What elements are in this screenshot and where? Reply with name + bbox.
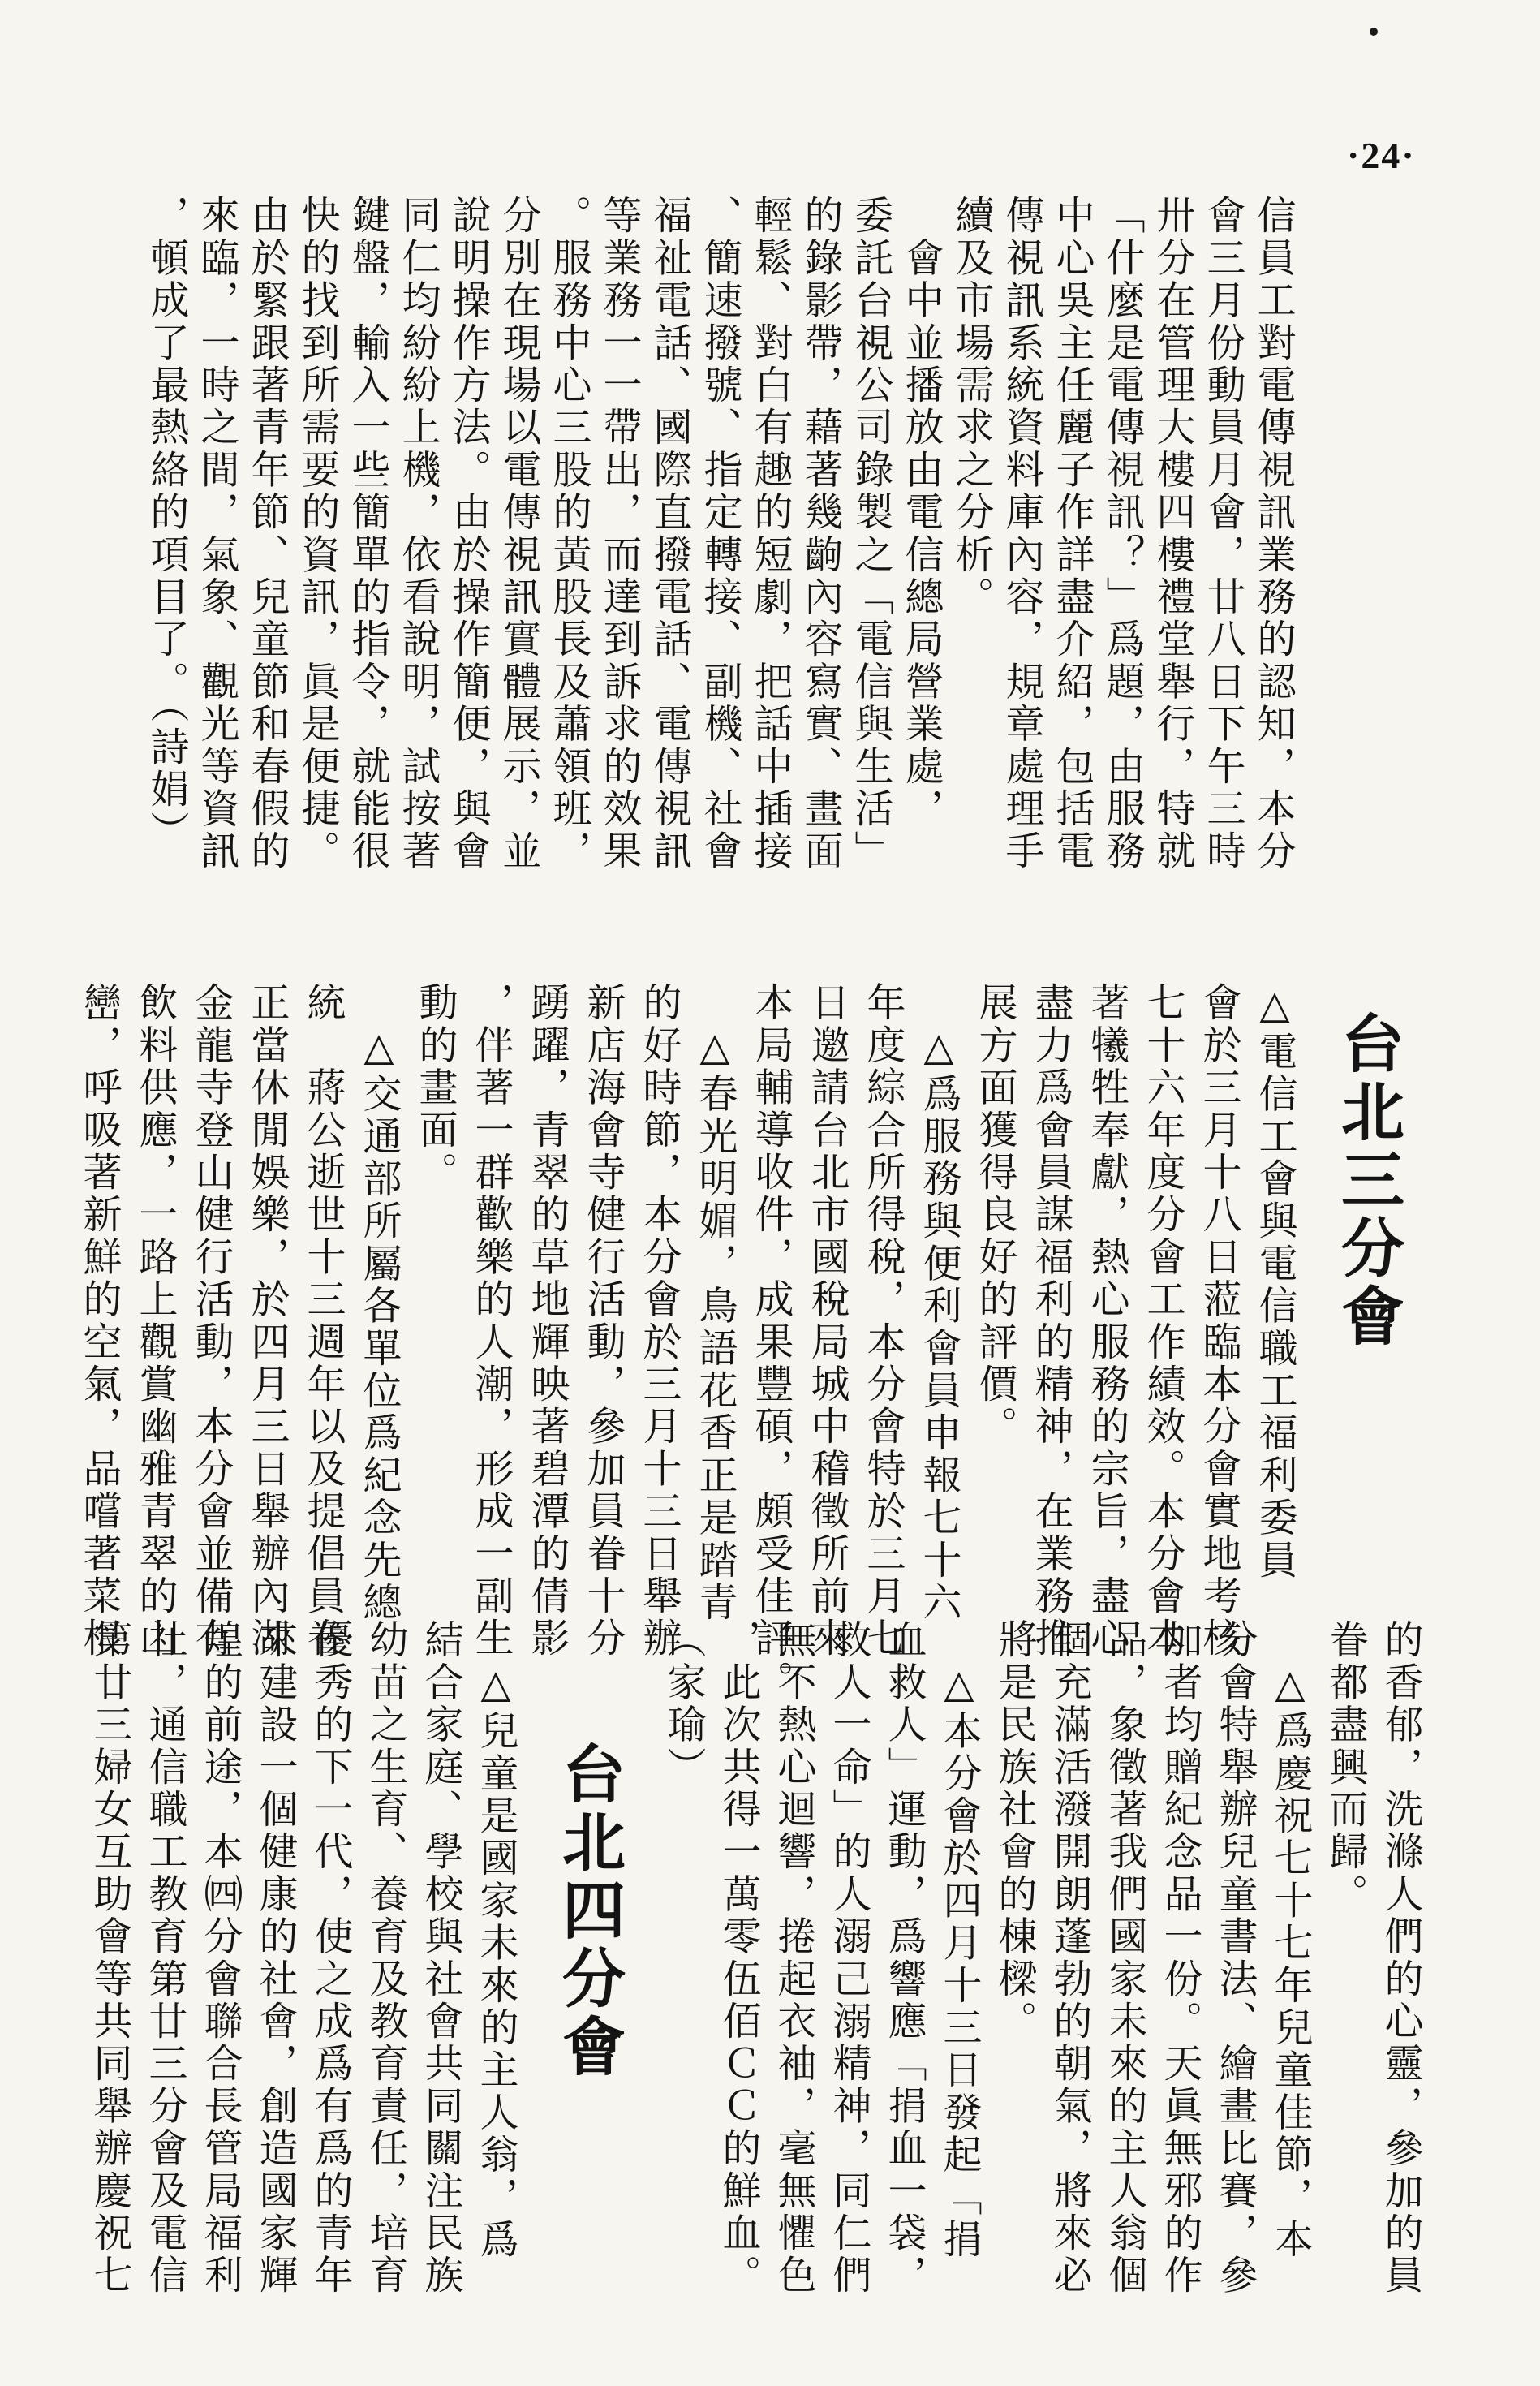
- taipei-3-text-column: 七十六年度分會工作績效。本分會本: [1140, 982, 1185, 1660]
- taipei-3-text-column: ，伴著一群歡樂的人潮，形成一副生: [468, 982, 514, 1660]
- upper-text-column: 由於緊跟著青年節、兒童節和春假的: [244, 195, 290, 873]
- taipei-4-text-column: 結合家庭、學校與社會共同關注民族: [418, 1619, 463, 2298]
- continuation-text-column: △本分會於四月十三日發起「捐: [936, 1619, 982, 2261]
- continuation-text-column: 無不熱心迴響，捲起衣袖，毫無懼色: [771, 1619, 816, 2298]
- taipei-3-branch-heading: 台北三分會: [1331, 1010, 1404, 1351]
- taipei-3-text-column: △交通部所屬各單位爲紀念先總: [356, 982, 402, 1624]
- upper-text-column: 中心吳主任麗子作詳盡介紹，包括電: [1049, 195, 1095, 873]
- taipei-3-text-column: 統 蔣公逝世十三週年以及提倡員眷: [300, 982, 346, 1660]
- taipei-3-text-column: 動的畫面。: [412, 982, 458, 1194]
- taipei-4-text-column: 社，通信職工教育第廿三分會及電信: [142, 1619, 187, 2298]
- upper-text-column: 的錄影帶，藉著幾齣內容寫實、畫面: [798, 195, 843, 873]
- taipei-3-text-column: 的好時節，本分會於三月十三日舉辦: [636, 982, 682, 1660]
- taipei-4-text-column: 優秀的下一代，使之成爲有爲的青年: [308, 1619, 353, 2298]
- taipei-3-text-column: △爲服務與便利會員申報七十六: [916, 982, 961, 1624]
- upper-text-column: 說明操作方法。由於操作簡便，與會: [445, 195, 491, 873]
- continuation-text-column: ，此次共得一萬零伍佰ＣＣ的鮮血。: [716, 1619, 761, 2298]
- continuation-text-column: 品，象徵著我們國家未來的主人翁個: [1102, 1619, 1147, 2298]
- taipei-3-text-column: 飲料供應，一路上觀賞幽雅青翠的山: [132, 982, 178, 1660]
- continuation-text-column: 眷都盡興而歸。: [1323, 1619, 1368, 1916]
- taipei-4-text-column: △兒童是國家未來的主人翁，爲: [473, 1619, 518, 2261]
- corner-dot: [1370, 28, 1378, 36]
- taipei-4-text-column: 第廿三婦女互助會等共同舉辦慶祝七: [87, 1619, 132, 2298]
- continuation-text-column: △爲慶祝七十七年兒童佳節，本: [1267, 1619, 1313, 2261]
- upper-text-column: 鍵盤，輸入一些簡單的指令，就能很: [345, 195, 390, 873]
- taipei-4-text-column: 煌的前途，本㈣分會聯合長管局福利: [197, 1619, 243, 2298]
- taipei-3-text-column: 著犧牲奉獻，熱心服務的宗旨，盡心: [1084, 982, 1129, 1660]
- continuation-text-column: 將是民族社會的棟樑。: [992, 1619, 1037, 2043]
- upper-text-column: ，頓成了最熱絡的項目了。（詩娟）: [144, 195, 189, 854]
- taipei-3-text-column: 本局輔導收件，成果豐碩，頗受佳評。: [748, 982, 794, 1703]
- taipei-4-text-column: 幼苗之生育、養育及教育責任，培育: [363, 1619, 408, 2298]
- upper-text-column: 會三月份動員月會，廿八日下午三時: [1200, 195, 1245, 873]
- taipei-3-text-column: 日邀請台北市國稅局城中稽徵所前來: [804, 982, 850, 1660]
- upper-text-column: 福祉電話、國際直撥電話、電傳視訊: [647, 195, 692, 873]
- continuation-text-column: 分會特舉辦兒童書法、繪畫比賽，參: [1212, 1619, 1258, 2298]
- upper-text-column: 輕鬆、對白有趣的短劇，把話中插接: [747, 195, 793, 873]
- upper-text-column: 續及市場需求之分析。: [949, 195, 994, 618]
- upper-text-column: 信員工對電傳視訊業務的認知，本分: [1250, 195, 1296, 873]
- continuation-text-column: （家瑜）: [660, 1619, 706, 1789]
- upper-text-column: 等業務一一帶出，而達到訴求的效果: [596, 195, 642, 873]
- upper-text-column: 同仁均紛紛上機，依看說明，試按著: [395, 195, 441, 873]
- taipei-3-text-column: 正當休閒娛樂，於四月三日舉辦內湖: [244, 982, 290, 1660]
- taipei-3-text-column: 盡力爲會員謀福利的精神，在業務推: [1028, 982, 1073, 1660]
- upper-article-body: [122, 195, 1298, 1039]
- upper-text-column: 。服務中心三股的黃股長及蕭領班，: [546, 195, 591, 873]
- taipei-3-text-column: 金龍寺登山健行活動，本分會並備有: [188, 982, 234, 1660]
- taipei-3-text-column: △春光明媚，鳥語花香正是踏青: [692, 982, 738, 1624]
- continuation-text-column: 個充滿活潑開朗蓬勃的朝氣，將來必: [1047, 1619, 1092, 2298]
- taipei-4-text-column: 來建設一個健康的社會，創造國家輝: [252, 1619, 298, 2298]
- taipei-4-branch-body: [69, 1619, 523, 2349]
- upper-text-column: 「什麼是電傳視訊？」爲題，由服務: [1099, 195, 1145, 873]
- upper-text-column: 會中並播放由電信總局營業處，: [898, 195, 944, 830]
- page-number: ·24·: [1347, 135, 1416, 176]
- taipei-3-text-column: 踴躍，青翠的草地輝映著碧潭的倩影: [524, 982, 570, 1660]
- taipei-3-text-column: △電信工會與電信職工福利委員: [1252, 982, 1297, 1582]
- upper-text-column: 、簡速撥號、指定轉接、副機、社會: [697, 195, 742, 873]
- taipei-3-text-column: 新店海會寺健行活動，參加員眷十分: [580, 982, 626, 1660]
- continuation-text-column: 救人一命」的人溺己溺精神，同仁們: [826, 1619, 871, 2298]
- taipei-3-text-column: 巒，呼吸著新鮮的空氣，品嚐著菜根: [76, 982, 122, 1660]
- continuation-text-column: 加者均贈紀念品一份。天眞無邪的作: [1157, 1619, 1202, 2298]
- taipei-3-branch-continuation: [649, 1619, 1428, 2349]
- taipei-3-text-column: 年度綜合所得稅，本分會特於三月七: [860, 982, 906, 1660]
- upper-text-column: 傳視訊系統資料庫內容，規章處理手: [999, 195, 1044, 873]
- upper-text-column: 快的找到所需要的資訊，眞是便捷。: [295, 195, 340, 873]
- upper-text-column: 卅分在管理大樓四樓禮堂舉行，特就: [1150, 195, 1195, 873]
- taipei-4-branch-heading: 台北四分會: [552, 1741, 625, 2082]
- continuation-text-column: 血救人」運動，爲響應「捐血一袋，: [881, 1619, 927, 2298]
- upper-text-column: 委託台視公司錄製之「電信與生活」: [848, 195, 893, 873]
- taipei-3-text-column: 展方面獲得良好的評價。: [972, 982, 1017, 1449]
- upper-text-column: 來臨，一時之間，氣象、觀光等資訊: [194, 195, 239, 873]
- continuation-text-column: 的香郁，洗滌人們的心靈，參加的員: [1378, 1619, 1423, 2298]
- taipei-3-text-column: 會於三月十八日蒞臨本分會實地考核: [1196, 982, 1241, 1660]
- upper-text-column: 分別在現場以電傳視訊實體展示，並: [496, 195, 541, 873]
